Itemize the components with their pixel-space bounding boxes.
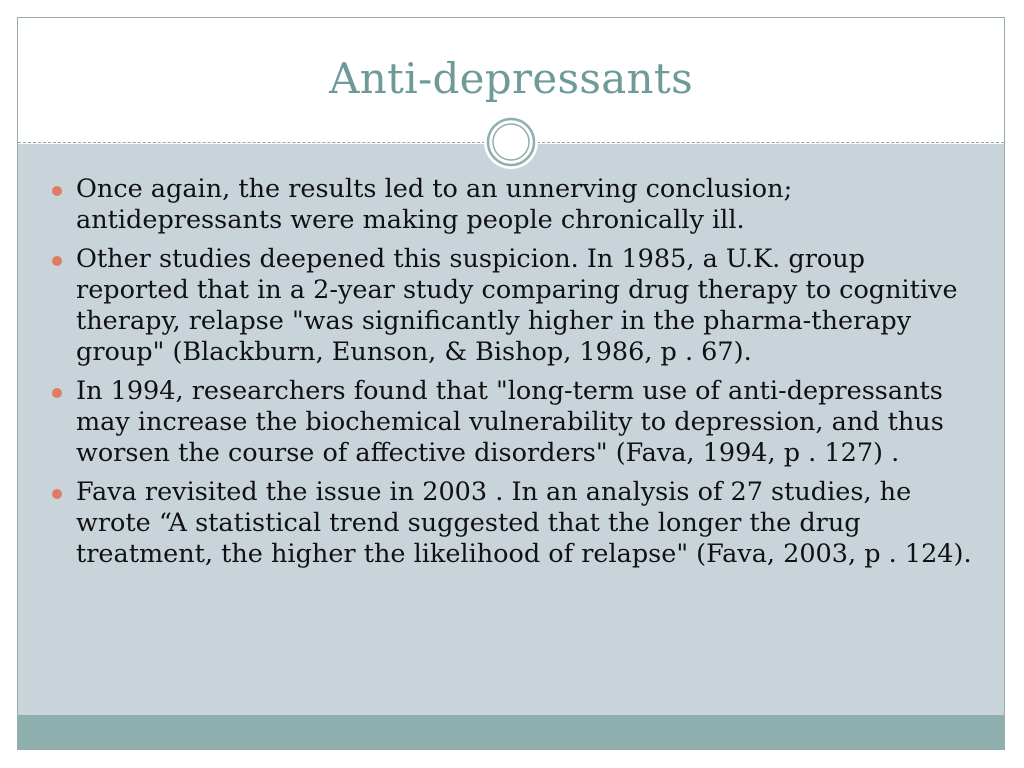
bullet-dot-icon [52,186,62,196]
footer-band [18,715,1004,749]
bullet-dot-icon [52,489,62,499]
bullet-text: Fava revisited the issue in 2003 . In an analysis of 27 studies, he wrote “A statistical trend suggested that the longer the drug treatment, the higher the likelihood of relapse" (Fava, 2003, p . 124). [76,477,972,569]
bullet-dot-icon [52,388,62,398]
list-item [52,477,982,570]
bullet-text: Other studies deepened this suspicion. In 1985, a U.K. group reported that in a 2-year study comparing drug therapy to cognitive therapy, relapse "was significantly higher in the pharma-therapy group" (Blackburn, Eunson, & Bishop, 1986, p . 67). [76,244,958,367]
bullet-text: Once again, the results led to an unnerving conclusion; antidepressants were making people chronically ill. [76,174,793,235]
list-item [52,376,982,469]
slide-frame [17,17,1005,750]
bullet-text: In 1994, researchers found that "long-term use of anti-depressants may increase the biochemical vulnerability to depression, and thus worsen the course of affective disorders" (Fava, 1994, p . 127) . [76,376,944,468]
list-item [52,244,982,368]
list-item [52,174,982,236]
slide-title: Anti-depressants [329,54,693,103]
bullet-list [52,174,982,578]
bullet-dot-icon [52,256,62,266]
double-circle-ornament-icon [483,114,539,170]
